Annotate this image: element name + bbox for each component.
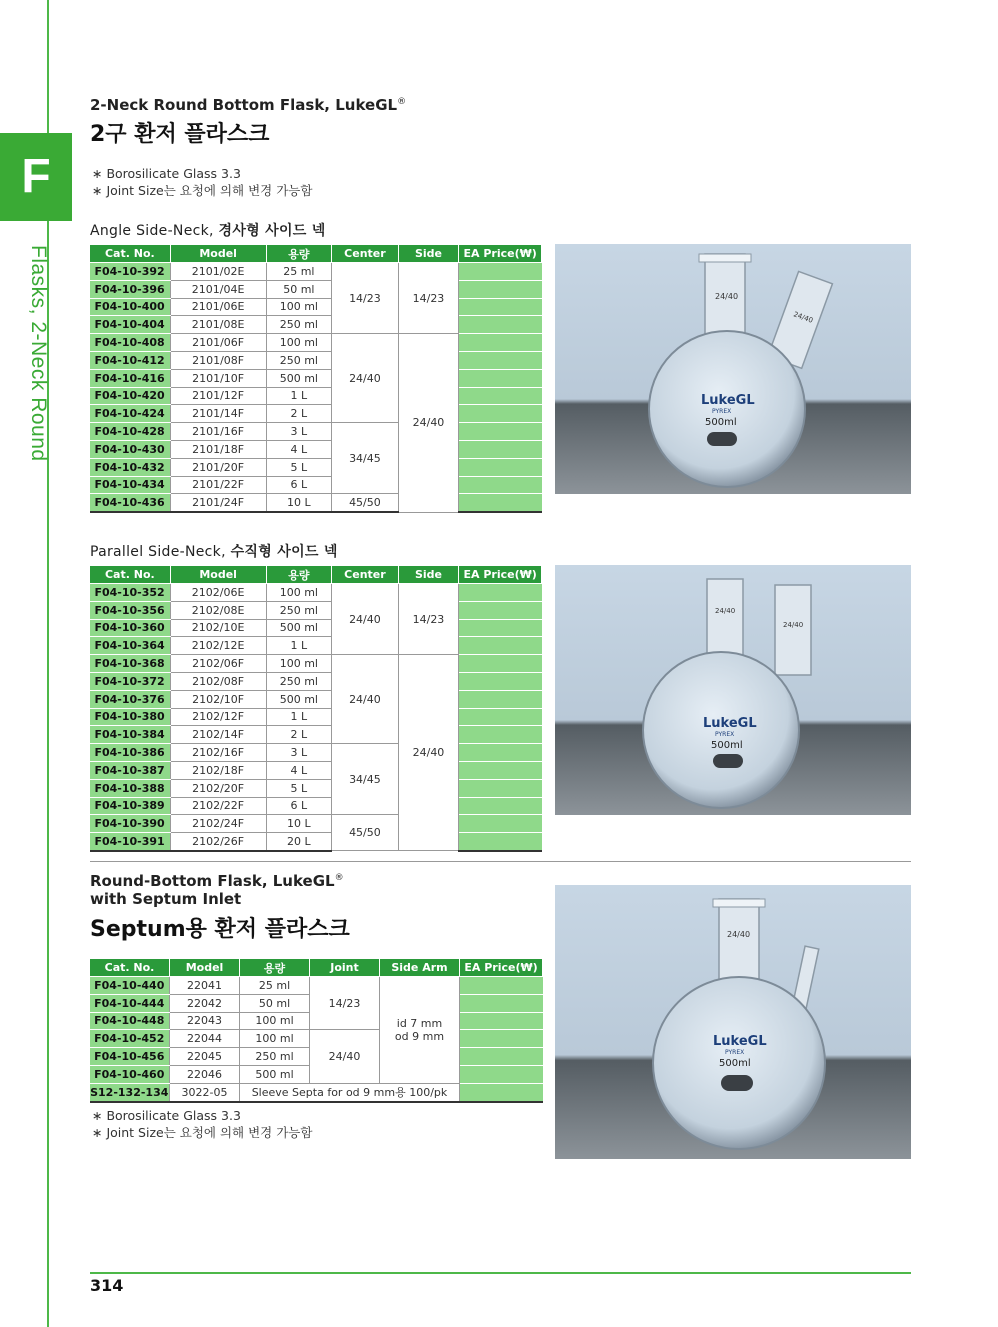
cat-no: F04-10-400 (90, 298, 171, 316)
capacity: 500 ml (266, 619, 332, 637)
model: 2101/04E (170, 280, 266, 298)
note-2: ∗ Joint Size는 요청에 의해 변경 가능함 (92, 183, 313, 198)
table-header-row (90, 566, 542, 584)
price-cell (459, 708, 542, 726)
cat-no: F04-10-416 (90, 369, 171, 387)
model: 2102/22F (170, 797, 266, 815)
angle-heading: Angle Side-Neck, 경사형 사이드 넥 (90, 223, 326, 239)
table-row (90, 619, 542, 637)
joint-size: 24/40 (310, 1030, 380, 1083)
table-row (90, 280, 542, 298)
capacity: 10 L (266, 494, 332, 512)
volume-label: 500ml (711, 740, 743, 751)
capacity: 500 ml (266, 690, 332, 708)
cat-no: F04-10-424 (90, 405, 171, 423)
table-row (90, 405, 542, 423)
col-price: EA Price(₩) (459, 566, 542, 584)
model: 2101/08F (170, 351, 266, 369)
model: 2102/12F (170, 708, 266, 726)
table-row (90, 1030, 543, 1048)
center-joint: 34/45 (332, 744, 399, 815)
price-cell (459, 744, 542, 762)
cat-no: F04-10-452 (90, 1030, 170, 1048)
section-divider (90, 861, 911, 862)
volume-label: 500ml (719, 1058, 751, 1069)
center-joint: 24/40 (332, 334, 399, 423)
table-row (90, 423, 542, 441)
price-cell (459, 334, 542, 352)
capacity: 1 L (266, 387, 332, 405)
col-capacity: 용량 (266, 566, 332, 584)
center-joint: 34/45 (332, 423, 399, 494)
price-cell (459, 458, 542, 476)
table-row (90, 672, 542, 690)
center-joint: 24/40 (332, 655, 399, 744)
table-row (90, 351, 542, 369)
capacity: 250 ml (266, 351, 332, 369)
cat-no: F04-10-436 (90, 494, 171, 512)
capacity: 100 ml (266, 334, 332, 352)
capacity: 2 L (266, 726, 332, 744)
col-side-arm: Side Arm (380, 959, 460, 977)
model: 2102/10E (170, 619, 266, 637)
col-model: Model (170, 245, 266, 263)
model: 2101/08E (170, 316, 266, 334)
model: 2101/06F (170, 334, 266, 352)
price-cell (459, 405, 542, 423)
cat-no: F04-10-386 (90, 744, 171, 762)
price-cell (460, 1030, 543, 1048)
price-cell (460, 1083, 543, 1101)
footer-rule (90, 1272, 911, 1274)
page-title-en: 2-Neck Round Bottom Flask, LukeGL® (90, 96, 407, 114)
note-2: ∗ Joint Size는 요청에 의해 변경 가능함 (92, 1125, 313, 1140)
capacity: 6 L (266, 476, 332, 494)
table-row (90, 369, 542, 387)
side-joint: 14/23 (398, 584, 459, 655)
capacity: 25 ml (240, 977, 310, 995)
price-cell (459, 476, 542, 494)
price-cell (459, 779, 542, 797)
table-row (90, 708, 542, 726)
cat-no: F04-10-408 (90, 334, 171, 352)
price-cell (459, 690, 542, 708)
capacity: 250 ml (266, 601, 332, 619)
cat-no: F04-10-440 (90, 977, 170, 995)
center-joint: 14/23 (332, 263, 399, 334)
table-row (90, 334, 542, 352)
brand-label: LukeGL (703, 716, 757, 731)
cat-no: F04-10-412 (90, 351, 171, 369)
col-center: Center (332, 566, 399, 584)
section-tab: F (0, 133, 72, 221)
model: 2102/14F (170, 726, 266, 744)
table-row (90, 726, 542, 744)
joint-label-a: 24/40 (715, 607, 736, 615)
capacity: 3 L (266, 744, 332, 762)
angle-spec-table (89, 244, 542, 513)
table-header-row (90, 959, 543, 977)
table-row (90, 1083, 543, 1101)
capacity: 5 L (266, 779, 332, 797)
model: 22041 (170, 977, 240, 995)
price-cell (460, 994, 543, 1012)
price-cell (459, 726, 542, 744)
parallel-flask-photo (555, 565, 911, 815)
col-joint: Joint (310, 959, 380, 977)
joint-size: 14/23 (310, 977, 380, 1030)
price-cell (460, 977, 543, 995)
price-cell (459, 280, 542, 298)
septum-flask-photo (555, 885, 911, 1159)
price-cell (460, 1048, 543, 1066)
price-cell (459, 369, 542, 387)
cat-no: F04-10-428 (90, 423, 171, 441)
model: 2101/22F (170, 476, 266, 494)
capacity: 100 ml (240, 1030, 310, 1048)
price-cell (459, 797, 542, 815)
col-side: Side (398, 245, 459, 263)
table-row (90, 744, 542, 762)
cat-no: F04-10-391 (90, 833, 171, 851)
cat-no: F04-10-420 (90, 387, 171, 405)
model: 2101/02E (170, 263, 266, 281)
table-row (90, 690, 542, 708)
cat-no: F04-10-448 (90, 1012, 170, 1030)
table-row (90, 263, 542, 281)
cat-no: F04-10-376 (90, 690, 171, 708)
price-cell (459, 387, 542, 405)
note-1: ∗ Borosilicate Glass 3.3 (92, 1108, 241, 1123)
capacity: 5 L (266, 458, 332, 476)
price-cell (459, 655, 542, 673)
cat-no: F04-10-384 (90, 726, 171, 744)
capacity: 4 L (266, 761, 332, 779)
model: 22043 (170, 1012, 240, 1030)
model: 2101/06E (170, 298, 266, 316)
cat-no: F04-10-432 (90, 458, 171, 476)
cat-no: F04-10-364 (90, 637, 171, 655)
cat-no: F04-10-404 (90, 316, 171, 334)
model: 2102/06E (170, 584, 266, 602)
capacity: 1 L (266, 637, 332, 655)
col-price: EA Price(₩) (460, 959, 543, 977)
table-row (90, 655, 542, 673)
center-joint: 45/50 (332, 815, 399, 851)
septum-spec-table (89, 958, 543, 1103)
cat-no: F04-10-444 (90, 994, 170, 1012)
cat-no: F04-10-392 (90, 263, 171, 281)
col-cat-no: Cat. No. (90, 959, 170, 977)
model: 2102/24F (170, 815, 266, 833)
col-side: Side (398, 566, 459, 584)
table-row (90, 977, 543, 995)
cat-no: F04-10-389 (90, 797, 171, 815)
table-row (90, 637, 542, 655)
capacity: 25 ml (266, 263, 332, 281)
price-cell (459, 440, 542, 458)
cat-no: F04-10-360 (90, 619, 171, 637)
side-arm-id: id 7 mm (396, 1016, 443, 1030)
model: 2101/12F (170, 387, 266, 405)
model: 2101/18F (170, 440, 266, 458)
model: 2101/24F (170, 494, 266, 512)
capacity: 20 L (266, 833, 332, 851)
capacity: 1 L (266, 708, 332, 726)
cat-no: F04-10-460 (90, 1065, 170, 1083)
capacity: 100 ml (266, 298, 332, 316)
capacity: 100 ml (266, 584, 332, 602)
price-cell (459, 298, 542, 316)
capacity: 100 ml (266, 655, 332, 673)
col-capacity: 용량 (240, 959, 310, 977)
page-number: 314 (90, 1276, 124, 1295)
model: 2102/08F (170, 672, 266, 690)
joint-label-b: 24/40 (783, 621, 804, 629)
pyrex-label: PYREX (725, 1049, 745, 1056)
capacity: 250 ml (266, 316, 332, 334)
model: 22042 (170, 994, 240, 1012)
cat-no: F04-10-368 (90, 655, 171, 673)
table-row (90, 797, 542, 815)
capacity: 2 L (266, 405, 332, 423)
cat-no: F04-10-388 (90, 779, 171, 797)
table-row (90, 601, 542, 619)
price-cell (460, 1065, 543, 1083)
table-row (90, 316, 542, 334)
side-arm-od: od 9 mm (394, 1029, 445, 1043)
model: 2102/20F (170, 779, 266, 797)
side-arm-size (380, 977, 460, 1084)
model: 2102/18F (170, 761, 266, 779)
model: 22044 (170, 1030, 240, 1048)
cat-no: F04-10-356 (90, 601, 171, 619)
cat-no: F04-10-380 (90, 708, 171, 726)
joint-label-a: 24/40 (727, 930, 751, 939)
price-cell (459, 761, 542, 779)
model: 2102/16F (170, 744, 266, 762)
center-joint: 24/40 (332, 584, 399, 655)
table-header-row (90, 245, 542, 263)
flask-image (555, 885, 911, 1159)
col-cat-no: Cat. No. (90, 566, 171, 584)
flask-image (555, 244, 911, 494)
col-center: Center (332, 245, 399, 263)
parallel-heading: Parallel Side-Neck, 수직형 사이드 넥 (90, 544, 338, 560)
model: 2102/26F (170, 833, 266, 851)
price-cell (459, 619, 542, 637)
cat-no: F04-10-434 (90, 476, 171, 494)
side-joint: 24/40 (398, 655, 459, 851)
capacity: 10 L (266, 815, 332, 833)
price-cell (459, 351, 542, 369)
table-row (90, 494, 542, 512)
model: 2101/10F (170, 369, 266, 387)
capacity: 250 ml (240, 1048, 310, 1066)
cat-no: F04-10-352 (90, 584, 171, 602)
table-row (90, 779, 542, 797)
capacity: 500 ml (266, 369, 332, 387)
capacity: 500 ml (240, 1065, 310, 1083)
col-price: EA Price(₩) (459, 245, 542, 263)
pyrex-label: PYREX (712, 408, 732, 415)
cat-no: F04-10-390 (90, 815, 171, 833)
price-cell (459, 494, 542, 512)
cat-no: F04-10-456 (90, 1048, 170, 1066)
col-model: Model (170, 959, 240, 977)
capacity: 3 L (266, 423, 332, 441)
center-joint: 45/50 (332, 494, 399, 512)
capacity: 100 ml (240, 1012, 310, 1030)
septa-description: Sleeve Septa for od 9 mm용 100/pk (240, 1083, 460, 1101)
volume-label: 500ml (705, 417, 737, 428)
price-cell (460, 1012, 543, 1030)
table-row (90, 387, 542, 405)
septum-title-en: Round-Bottom Flask, LukeGL® with Septum Inlet (90, 872, 344, 908)
price-cell (459, 316, 542, 334)
model: 2101/20F (170, 458, 266, 476)
model: 2101/14F (170, 405, 266, 423)
pyrex-label: PYREX (715, 731, 735, 738)
septum-notes (92, 1107, 312, 1141)
price-cell (459, 833, 542, 851)
model: 2102/10F (170, 690, 266, 708)
cat-no: F04-10-372 (90, 672, 171, 690)
note-1: ∗ Borosilicate Glass 3.3 (92, 166, 241, 181)
joint-label-a: 24/40 (715, 292, 739, 301)
table-row (90, 476, 542, 494)
flask-image (555, 565, 911, 815)
price-cell (459, 584, 542, 602)
col-capacity: 용량 (266, 245, 332, 263)
capacity: 250 ml (266, 672, 332, 690)
brand-label: LukeGL (713, 1034, 767, 1049)
section-side-label: Flasks, 2-Neck Round (27, 245, 50, 462)
joint-label-b: 24/40 (792, 310, 815, 325)
col-model: Model (170, 566, 266, 584)
price-cell (459, 815, 542, 833)
model: 2101/16F (170, 423, 266, 441)
price-cell (459, 423, 542, 441)
side-joint: 24/40 (398, 334, 459, 512)
brand-label: LukeGL (701, 393, 755, 408)
page-title-ko: 2구 환저 플라스크 (90, 122, 270, 147)
model: 22045 (170, 1048, 240, 1066)
cat-no: F04-10-430 (90, 440, 171, 458)
header-notes (92, 165, 312, 199)
table-row (90, 761, 542, 779)
price-cell (459, 263, 542, 281)
model: 2102/08E (170, 601, 266, 619)
price-cell (459, 637, 542, 655)
table-row (90, 458, 542, 476)
col-cat-no: Cat. No. (90, 245, 171, 263)
table-row (90, 584, 542, 602)
model: 22046 (170, 1065, 240, 1083)
cat-no: F04-10-396 (90, 280, 171, 298)
table-row (90, 298, 542, 316)
table-row (90, 440, 542, 458)
septum-title-ko: Septum용 환저 플라스크 (90, 917, 350, 942)
model: 2102/06F (170, 655, 266, 673)
capacity: 50 ml (266, 280, 332, 298)
cat-no: S12-132-134 (90, 1083, 170, 1101)
angle-flask-photo (555, 244, 911, 494)
capacity: 6 L (266, 797, 332, 815)
parallel-spec-table (89, 565, 542, 852)
capacity: 50 ml (240, 994, 310, 1012)
model: 3022-05 (170, 1083, 240, 1101)
capacity: 4 L (266, 440, 332, 458)
side-joint: 14/23 (398, 263, 459, 334)
model: 2102/12E (170, 637, 266, 655)
price-cell (459, 601, 542, 619)
price-cell (459, 672, 542, 690)
table-row (90, 815, 542, 833)
table-row (90, 833, 542, 851)
cat-no: F04-10-387 (90, 761, 171, 779)
